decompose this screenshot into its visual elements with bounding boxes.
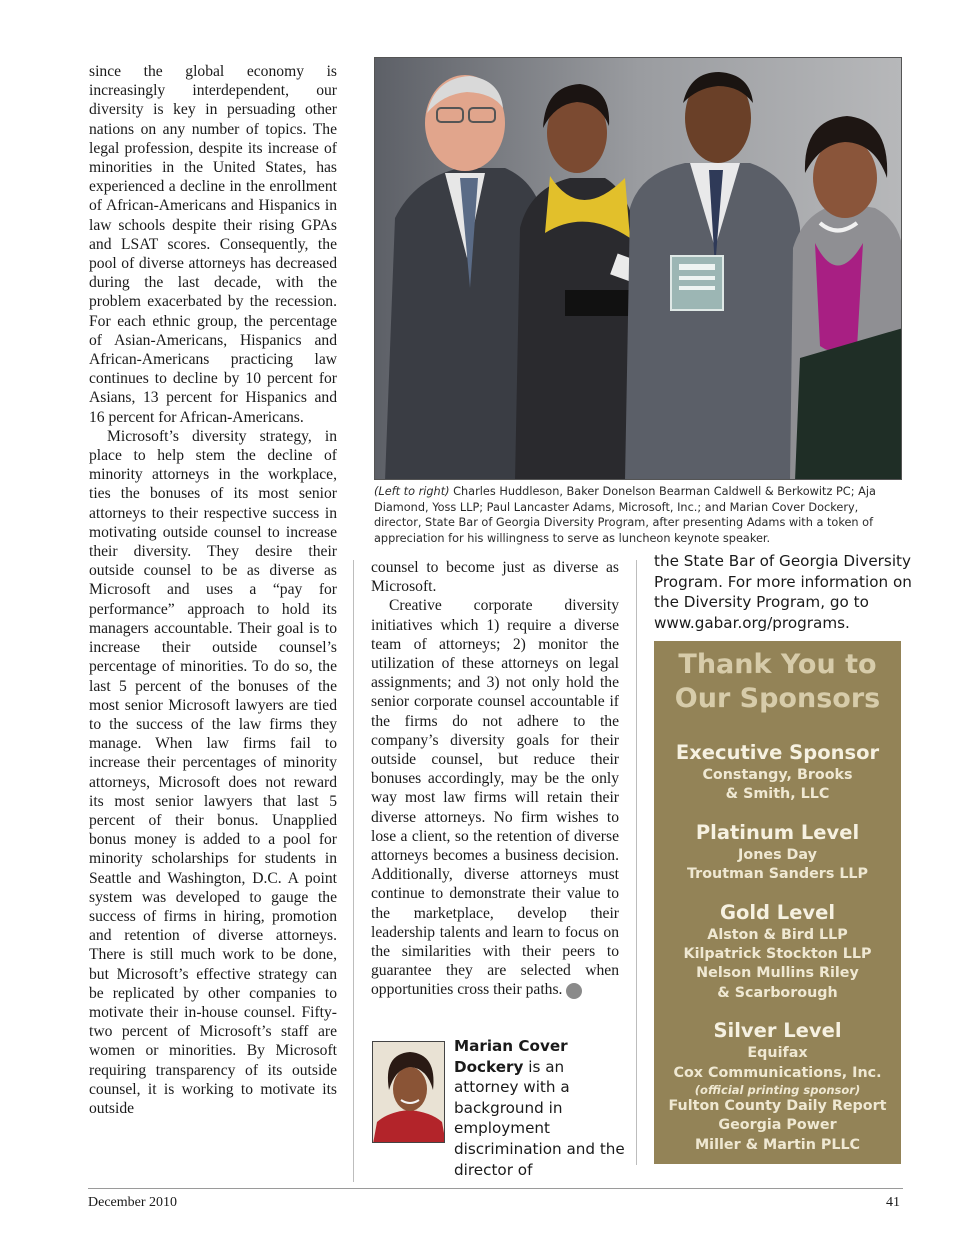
footer-date: December 2010 bbox=[88, 1195, 178, 1210]
sponsor-note: (official printing sponsor) bbox=[694, 1083, 861, 1098]
photo-caption bbox=[374, 484, 904, 546]
sponsor-name: Alston & Bird LLP bbox=[707, 926, 848, 943]
sponsor-name: Miller & Martin PLLC bbox=[694, 1136, 861, 1153]
article-paragraph bbox=[371, 596, 619, 999]
sponsor-name: Nelson Mullins Riley bbox=[696, 965, 859, 982]
sponsor-name: Cox Communications, Inc. bbox=[673, 1064, 882, 1081]
sponsors-box bbox=[654, 641, 901, 1164]
end-mark-icon: GBJ bbox=[566, 983, 582, 999]
column-divider bbox=[636, 560, 637, 1165]
article-paragraph: since the global economy is increasingly interdependent, our diversity is key in persuading other nations on any number of topics. The legal profession, despite its increase of minorities in the United States, has experienced a decline in the enrollment of African-Americans and Hispanics in law schools despite their rising GPAs and LSAT scores. Consequently, the pool of diverse attorneys has decreased during the last decade, with the problem exacerbated by the recession. For each ethnic group, the percentage of Asian-Americans, Hispanics and African-Americans practicing law continues to decline by 10 percent for Asians, 13 percent for Hispanics and 16 percent for African-Americans. bbox=[89, 63, 337, 426]
article-middle-column bbox=[371, 558, 619, 1000]
column-divider bbox=[353, 560, 354, 1182]
article-paragraph: counsel to become just as diverse as Microsoft. bbox=[371, 559, 619, 596]
author-photo bbox=[372, 1041, 445, 1143]
award-photo bbox=[374, 57, 902, 480]
page-number: 41 bbox=[886, 1195, 900, 1210]
silver-level-heading: Silver Level bbox=[713, 1019, 842, 1043]
sponsor-name: Constangy, Brooks bbox=[702, 767, 853, 783]
sponsors-title-line: Our Sponsors bbox=[674, 683, 881, 714]
sponsor-name: Georgia Power bbox=[718, 1117, 837, 1134]
footer-rule bbox=[88, 1188, 903, 1189]
article-paragraph-text: Creative corporate diversity initiatives which 1) require a diverse team of attorneys; 2) monitor the utilization of these attorneys on legal assignments; and 3) not only hold the senior corporate counsel accountable if the firms do not adhere to the company’s diversity goals for their outside counsel, but reduce their bonuses accordingly, may be the only way most law firms will retain their diverse attorneys. No firm wishes to lose a client, so the retention of diverse attorneys becomes a business decision. Additionally, diverse attorneys must continue to demonstrate their value to the marketplace, develop their leadership talents and learn to focus on the similarities with their peers to guarantee they are selected when opportunities cross their paths. bbox=[371, 597, 619, 999]
article-left-column bbox=[89, 62, 337, 1118]
article-paragraph: Microsoft’s diversity strategy, in place to help stem the decline of minority attorneys in the workplace, ties the bonuses of its most senior attorneys to their respective success in motivating outside counsel to increase their diversity. They desire their outside counsel to be as diverse as Microsoft and uses a “pay for performance” approach to hold its managers accountable. Their goal is to increase their outside counsel’s percentage of minorities. To do so, the last 5 percent of the bonuses of the most senior Microsoft lawyers are tied to the success of the law firms they manage. When law firms fail to increase their percentages of minority attorneys, Microsoft does not reward its most senior lawyers that last 5 percent of their bonus. Unapplied bonus money is added to a pool for minority scholarships for students in Seattle and Washington, D.C. A point system was developed to gauge the success of firms in hiring, promotion and retention of diverse attorneys. There is still much work to be done, but Microsoft’s effective strategy can be replicated by other companies to motivate their in-house counsel. Fifty-two percent of Microsoft’s staff are women or minorities. By Microsoft requiring transparency of its outside counsel, it is working to motivate its outside bbox=[89, 427, 337, 1117]
sponsor-name: Equifax bbox=[747, 1045, 808, 1062]
sponsors-title-line: Thank You to bbox=[678, 649, 877, 680]
sponsor-name: Kilpatrick Stockton LLP bbox=[683, 946, 872, 963]
caption-text: Charles Huddleson, Baker Donelson Bearman Caldwell & Berkowitz PC; Aja Diamond, Yoss LLP; Paul Lancaster Adams, Microsoft, Inc.; and Marian Cover Dockery, director, State Bar of Georgia Diversity Program, after presenting Adams with a token of appreciation for his willingness to serve as luncheon keynote speaker. bbox=[374, 485, 876, 545]
sponsor-name: Jones Day bbox=[738, 846, 817, 863]
sponsor-name: & Smith, LLC bbox=[725, 786, 830, 803]
executive-sponsor-heading: Executive Sponsor bbox=[675, 741, 880, 764]
sponsor-name: Fulton County Daily Report bbox=[668, 1098, 887, 1115]
gold-level-heading: Gold Level bbox=[719, 900, 836, 924]
sponsor-name: & Scarborough bbox=[717, 984, 838, 1001]
caption-lead: (Left to right) bbox=[374, 485, 450, 498]
author-bio-text: is an attorney with a background in employment discrimination and the director of bbox=[454, 1057, 625, 1179]
sponsors-title bbox=[654, 648, 901, 716]
author-bio-continued: the State Bar of Georgia Diversity Program. For more information on the Diversity Program, go to www.gabar.org/programs. bbox=[654, 552, 912, 632]
platinum-level-heading: Platinum Level bbox=[695, 820, 860, 844]
author-bio bbox=[454, 1036, 629, 1180]
sponsor-name: Troutman Sanders LLP bbox=[686, 866, 869, 883]
author-name: Marian Cover Dockery bbox=[454, 1037, 568, 1076]
